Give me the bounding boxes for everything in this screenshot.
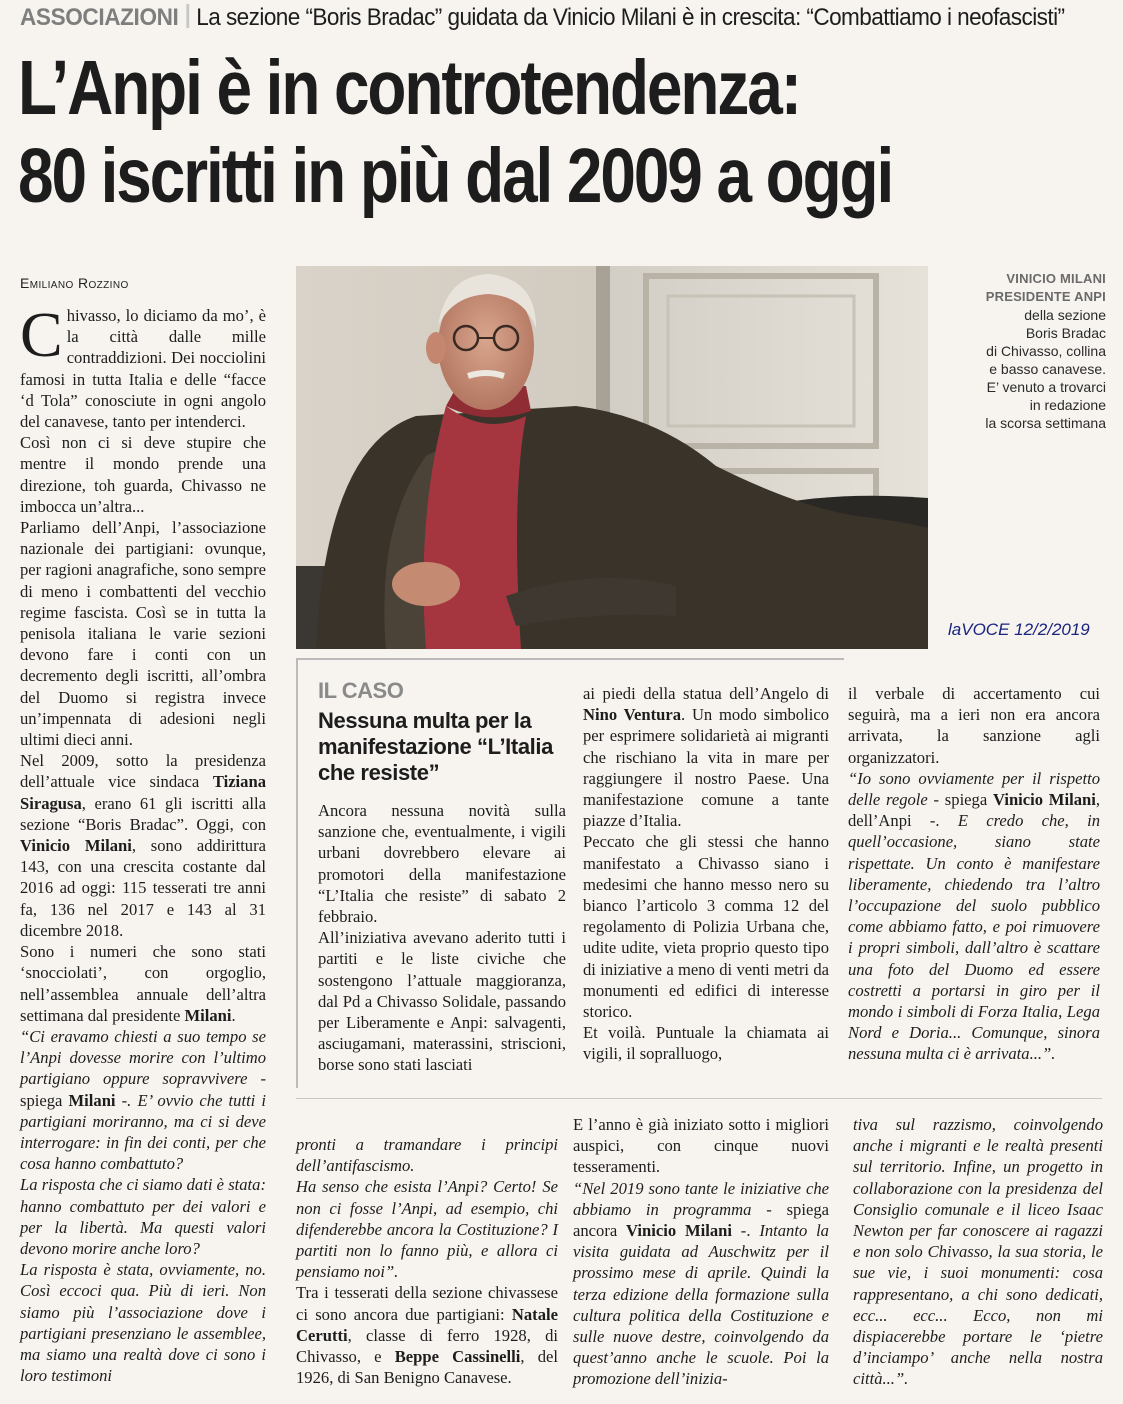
caption-title [938,270,1106,306]
paragraph: Tra i tesserati della sezione chivassese ci sono ancora due partigiani: Natale Cerutti, classe di ferro 1928, di Chivasso, e Beppe Cassinelli, del 1926, di San Benigno Canavese. [296,1283,558,1388]
kicker-separator [186,4,189,28]
photo-caption [938,270,1106,432]
headline-line-2: 80 iscritti in più dal 2009 a oggi [18,133,893,219]
section-tag: ASSOCIAZIONI [20,4,179,31]
paragraph: Nel 2009, sotto la presidenza dell’attuale vice sindaca Tiziana Siragusa, erano 61 gli iscritti alla sezione “Boris Bradac”. Oggi, con Vinicio Milani, sono addirittura 143, con una crescita costante dal 2016 ad oggi: 115 tesserati tre anni fa, 136 nel 2017 e 143 al 31 dicembre 2018. [20,751,266,940]
bold-name: Tiziana Siragusa [20,772,266,813]
caption-line: di Chivasso, collina [986,343,1106,359]
bold-name: Nino Ventura [583,705,682,725]
bold-name: Vinicio Milani [992,790,1096,810]
caption-name: VINICIO MILANI [1006,271,1106,286]
source-stamp: laVOCE 12/2/2019 [948,620,1090,639]
headline-line-1: L’Anpi è in controtendenza: [18,45,800,131]
quote-paragraph: Ha senso che esista l’Anpi? Certo! Se non ci fosse l’Anpi, ad esempio, chi difenderebbe ancora la Costituzione? I partiti non lo fanno più, e allora ci pensiamo noi”. [296,1177,558,1282]
caption-line: in redazione [1029,397,1106,413]
paragraph: Ancora nessuna novità sulla sanzione che, eventualmente, i vigili urbani dovrebbero elevare ai promotori della manifestazione “L’Italia che resiste” di sabato 2 febbraio. [318,801,566,927]
box-column-3 [848,683,1100,1065]
article-photo [296,266,928,649]
paragraph: hivasso, lo diciamo da mo’, è la città dalle mille contraddizioni. Dei nocciolini famosi in tutta Italia e delle “facce ‘d Tola” conosciute in ogni angolo del canavese, tanto per intenderci. [20,306,266,432]
paragraph: E l’anno è già iniziato sotto i migliori auspici, con cinque nuovi tesseramenti. [573,1115,829,1177]
quote-paragraph: La risposta che ci siamo dati è stata: hanno combattuto per dei valori e per la libertà. Ma questi valori devono morire anche loro? [20,1175,266,1258]
drop-cap: C [20,299,63,370]
paragraph: Et voilà. Puntuale la chiamata ai vigili, il sopralluogo, [583,1023,829,1064]
paragraph: All’iniziativa avevano aderito tutti i partiti e le liste civiche che sostengono l’attuale maggioranza, dal Pd a Chivasso Solidale, passando per Liberamente e Anpi: salvagenti, asciugamani, materassini, striscioni, borse sono stati lasciati [318,928,566,1075]
paragraph: Sono i numeri che sono stati ‘snocciolati’, con orgoglio, nell’assemblea annuale dell’altra settimana dal presidente Milani. [20,942,266,1025]
article-column-1 [20,299,267,1386]
article-column-4 [853,1114,1103,1390]
byline: Emiliano Rozzino [20,275,129,291]
box-tag: IL CASO [318,678,404,703]
caption-line: della sezione [1024,307,1106,323]
kicker [20,4,1065,40]
bold-name: Natale Cerutti [296,1304,558,1345]
box-column-2 [583,683,829,1065]
paragraph: Parliamo dell’Anpi, l’associazione nazionale dei partigiani: ovunque, per ragioni anagrafiche, sono sempre di meno i combattenti del vecchio regime fascista. Così se in tutta la penisola italiana le varie sezioni devono fare i conti con un decremento degli iscritti, all’ombra del Duomo si registra invece un’impennata di adesioni negli ultimi dieci anni. [20,518,266,750]
divider [296,1098,1102,1099]
article-column-3 [573,1114,829,1390]
caption-line: Boris Bradac [1025,325,1106,341]
man-portrait-icon [296,266,928,649]
caption-role: PRESIDENTE ANPI [985,289,1106,304]
bold-name: Milani [68,1090,116,1110]
article-column-2 [296,1134,558,1388]
caption-text [938,306,1106,432]
box-title: Nessuna multa per la manifestazione “L’Italia che resiste” [318,708,553,785]
bold-name: Vinicio Milani [20,836,132,856]
quote-paragraph: pronti a tramandare i principi dell’antifascismo. [296,1135,558,1176]
bold-name: Milani [184,1005,232,1025]
quote-paragraph: “Io sono ovviamente per il rispetto delle regole - spiega Vinicio Milani, dell’Anpi -. E credo che, in quell’occasione, siano state rispettate. Un conto è manifestare liberamente, chiedendo tra l’altro l’occupazione del suolo pubblico come abbiamo fatto, e poi rimuovere i propri simboli, dall’altro è scattare una foto del Duomo ed essere costretti a portarsi in giro per il mondo i simboli di Forza Italia, Lega Nord e Doria... Comunque, sinora nessuna multa ci è arrivata...”. [848,768,1100,1064]
bold-name: Beppe Cassinelli [394,1347,521,1367]
kicker-text: La sezione “Boris Bradac” guidata da Vinicio Milani è in crescita: “Combattiamo i neofascisti” [196,4,1065,31]
caption-line: la scorsa settimana [985,415,1106,431]
headline [18,44,931,220]
quote-paragraph: tiva sul razzismo, coinvolgendo anche i migranti e le realtà presenti sul territorio. Infine, un progetto in collaborazione con la presidenza del Consiglio comunale e il liceo Isaac Newton per far conoscere ai ragazzi e non solo Chivasso, la sua storia, le sue vie, i suoi monumenti: cosa rappresentano, a chi sono dedicati, ecc... ecc... Ecco, non mi dispiacerebbe portare le ‘pietre d’inciampo’ anche nella nostra città...”. [853,1115,1103,1389]
quote-paragraph: “Nel 2019 sono tante le iniziative che abbiamo in programma - spiega ancora Vinicio Milani -. Intanto la visita guidata ad Auschwitz per il prossimo mese di aprile. Quindi la terza edizione della formazione sulla cultura politica della Costituzione e sulle nuove destre, coinvolgendo da quest’anno anche le scuole. Poi la promozione dell’inizia- [573,1178,829,1389]
bold-name: Vinicio Milani [626,1221,732,1241]
paragraph: Così non ci si deve stupire che mentre il mondo prende una direzione, toh guarda, Chivasso ne imbocca un’altra... [20,433,266,516]
caption-line: E’ venuto a trovarci [986,379,1106,395]
paragraph: il verbale di accertamento cui seguirà, ma a ieri non era ancora arrivata, la sanzione agli organizzatori. [848,684,1100,767]
caption-line: e basso canavese. [989,361,1106,377]
paragraph: ai piedi della statua dell’Angelo di Nino Ventura. Un modo simbolico per esprimere solidarietà ai migranti che rischiano la vita in mare per raggiungere il nostro Paese. Una manifestazione comune a tante piazze d’Italia. [583,684,829,831]
box-column-1 [318,800,566,1076]
quote-paragraph: La risposta è stata, ovviamente, no. Così eccoci qua. Più di ieri. Non siamo più l’associazione dove i partigiani presenziano le assemblee, ma siamo una realtà dove ci sono i loro testimoni [20,1260,266,1386]
quote-paragraph: “Ci eravamo chiesti a suo tempo se l’Anpi dovesse morire con l’ultimo partigiano oppure sopravvivere - spiega Milani -. E’ ovvio che tutti i partigiani moriranno, ma ci si deve interrogare: in fin dei conti, per che cosa hanno combattuto? [20,1026,267,1174]
paragraph: Peccato che gli stessi che hanno manifestato a Chivasso siano i medesimi che hanno messo nero su bianco l’articolo 3 comma 12 del regolamento di Polizia Urbana che, udite udite, vieta proprio questo tipo di iniziative a meno di venti metri da monumenti ed edifici di interesse storico. [583,832,829,1022]
